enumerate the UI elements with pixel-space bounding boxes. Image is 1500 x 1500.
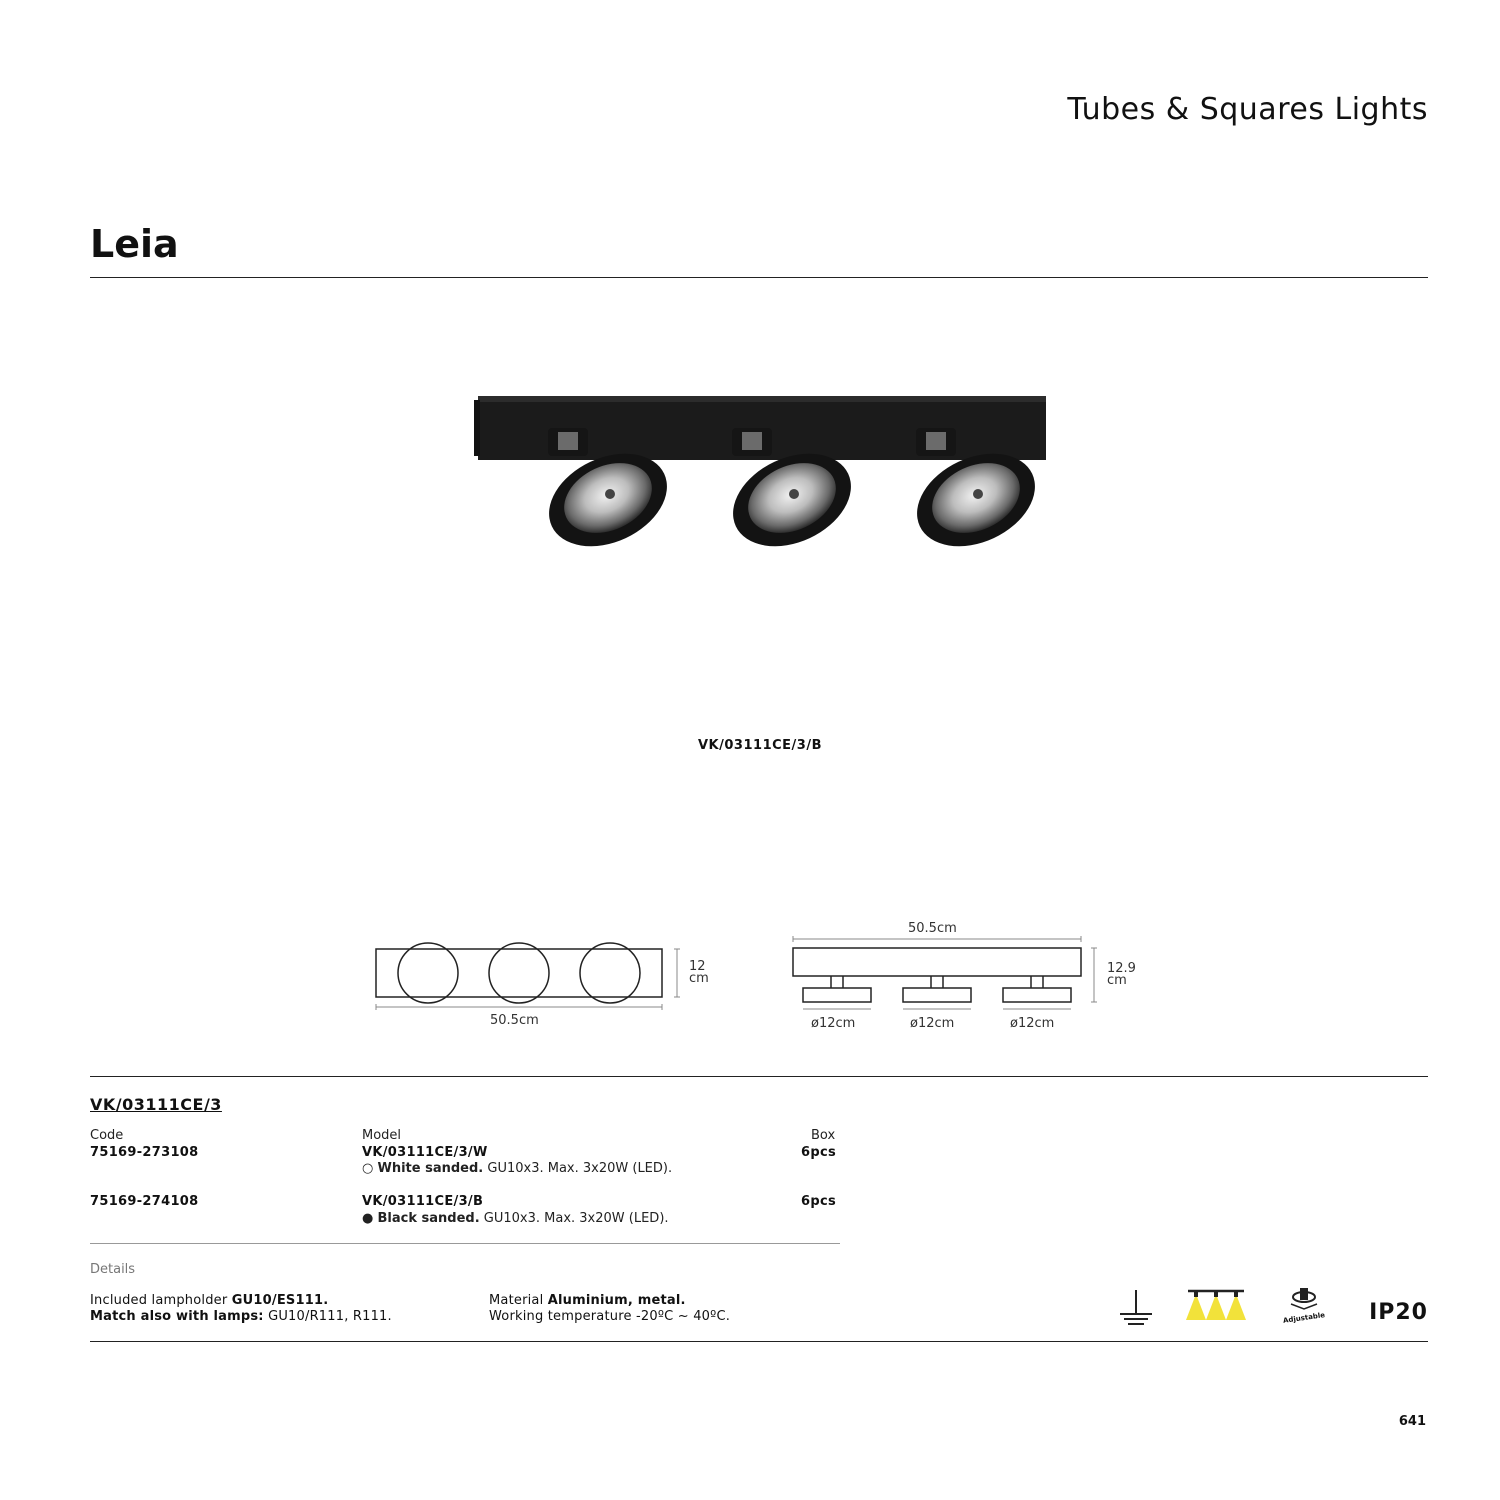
head-diameter-1: ø12cm	[811, 1016, 856, 1031]
row-2-box: 6pcs	[801, 1194, 836, 1209]
photo-caption: VK/03111CE/3/B	[698, 738, 822, 753]
top-view-width: 50.5cm	[490, 1013, 539, 1028]
side-view-height: 12.9 cm	[1107, 961, 1136, 988]
head-diameter-3: ø12cm	[1010, 1016, 1055, 1031]
row-1-code: 75169-273108	[90, 1145, 199, 1160]
rotation-arrows-icon	[1276, 1284, 1332, 1314]
top-view-depth: 12 cm	[689, 959, 709, 986]
page-number: 641	[1398, 1414, 1426, 1429]
row-2-code: 75169-274108	[90, 1194, 199, 1209]
material-line: Material Aluminium, metal.	[489, 1293, 686, 1308]
table-divider	[90, 1076, 1428, 1077]
ground-icon	[1116, 1288, 1156, 1328]
side-view-drawing	[785, 930, 1105, 1010]
temperature-line: Working temperature -20ºC ~ 40ºC.	[489, 1309, 731, 1324]
row-2-description: ● Black sanded. GU10x3. Max. 3x20W (LED).	[362, 1211, 669, 1226]
triple-spotlight-icon	[1184, 1288, 1248, 1324]
series-code: VK/03111CE/3	[90, 1095, 222, 1114]
product-photo	[470, 388, 1050, 548]
black-finish-icon: ●	[362, 1211, 374, 1226]
row-2-model: VK/03111CE/3/B	[362, 1194, 484, 1209]
row-1-box: 6pcs	[801, 1145, 836, 1160]
lampholder-line: Included lampholder GU10/ES111.	[90, 1293, 329, 1308]
details-heading: Details	[90, 1262, 136, 1277]
side-view-width: 50.5cm	[908, 921, 957, 936]
row-1-model: VK/03111CE/3/W	[362, 1145, 488, 1160]
title-divider	[90, 277, 1428, 278]
header-box: Box	[811, 1128, 836, 1143]
ip-rating: IP20	[1369, 1300, 1428, 1325]
adjustable-icon: Adjustable	[1276, 1284, 1332, 1328]
product-title: Leia	[90, 222, 179, 266]
category-title: Tubes & Squares Lights	[1067, 92, 1428, 127]
details-divider	[90, 1243, 840, 1244]
white-finish-icon: ○	[362, 1161, 374, 1176]
bottom-divider	[90, 1341, 1428, 1342]
row-1-description: ○ White sanded. GU10x3. Max. 3x20W (LED).	[362, 1161, 673, 1176]
head-diameter-2: ø12cm	[910, 1016, 955, 1031]
header-model: Model	[362, 1128, 402, 1143]
top-view-drawing	[370, 940, 690, 1020]
match-lamps-line: Match also with lamps: GU10/R111, R111.	[90, 1309, 392, 1324]
header-code: Code	[90, 1128, 124, 1143]
